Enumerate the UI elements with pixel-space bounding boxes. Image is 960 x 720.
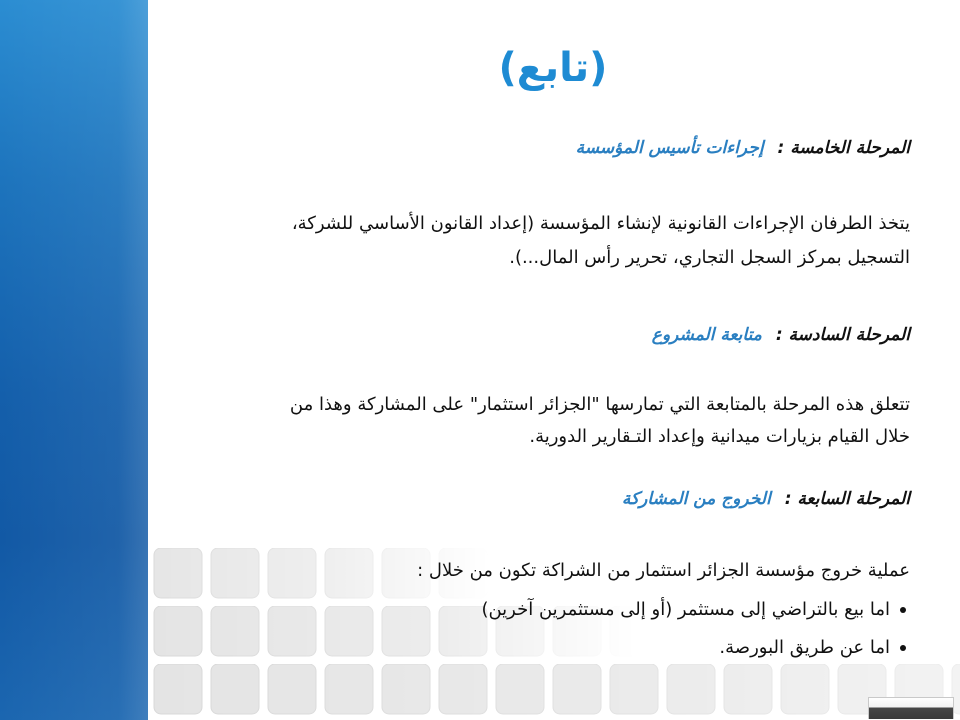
stage6-paragraph-line: خلال القيام بزيارات ميدانية وإعداد التـقارير الدورية. — [529, 426, 910, 447]
list-item — [481, 597, 906, 623]
stage6-paragraph-line: تتعلق هذه المرحلة بالمتابعة التي تمارسها "الجزائر استثمار" على المشاركة وهذا من — [289, 394, 910, 415]
stage6-heading — [652, 322, 910, 348]
slide-title: (تابع) — [498, 45, 608, 91]
stage5-heading — [576, 135, 910, 161]
list-item — [719, 635, 906, 661]
tile-row — [150, 662, 960, 718]
stage5-paragraph-line: التسجيل بمركز السجل التجاري، تحرير رأس المال...). — [509, 247, 910, 268]
stage7-topic: الخروج من المشاركة — [621, 489, 771, 509]
stage7-heading — [622, 486, 910, 512]
stage5-label: المرحلة الخامسة : — [777, 138, 910, 158]
stage5-paragraph-line: يتخذ الطرفان الإجراءات القانونية لإنشاء المؤسسة (إعداد القانون الأساسي للشركة، — [291, 213, 910, 234]
stage6-topic: متابعة المشروع — [651, 325, 762, 345]
stage7-label: المرحلة السابعة : — [784, 489, 910, 509]
list-item-text: اما عن طريق البورصة. — [719, 637, 890, 658]
stage7-intro: عملية خروج مؤسسة الجزائر استثمار من الشراكة تكون من خلال : — [417, 560, 910, 581]
stage5-topic: إجراءات تأسيس المؤسسة — [575, 138, 764, 158]
bullet-icon — [900, 645, 906, 651]
list-item-text: اما بيع بالتراضي إلى مستثمر (أو إلى مستثمرين آخرين) — [481, 599, 890, 620]
stage6-label: المرحلة السادسة : — [775, 325, 910, 345]
corner-tab — [868, 697, 954, 719]
bullet-icon — [900, 607, 906, 613]
